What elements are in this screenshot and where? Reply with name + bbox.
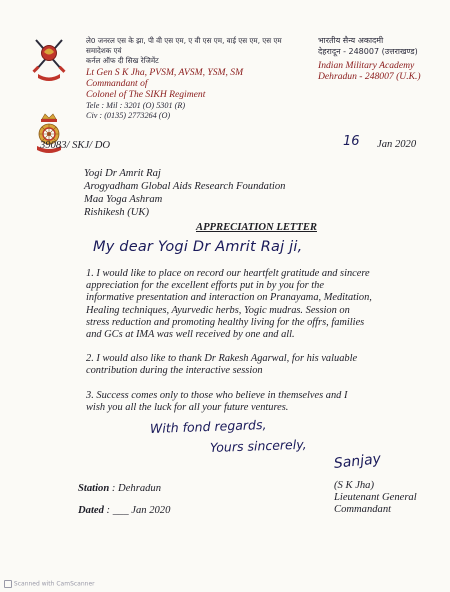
signatory-rank: Lieutenant General [334, 492, 417, 503]
paragraph-2-line: contribution during the interactive session [86, 365, 263, 377]
paragraph-3 [86, 390, 426, 414]
salutation-handwritten: My dear Yogi Dr Amrit Raj ji, [93, 239, 303, 255]
station-row [78, 483, 161, 496]
signature-handwritten: Sanjay [333, 451, 382, 472]
letter-title: APPRECIATION LETTER [196, 222, 317, 233]
letterhead-colonel: Colonel of The SIKH Regiment [86, 89, 206, 100]
paragraph-1-line: stress reduction and promoting healthy living for the offrs, families [86, 316, 365, 328]
signatory-appointment: Commandant [334, 504, 392, 515]
camscanner-icon [4, 580, 12, 588]
paragraph-1 [86, 268, 426, 341]
paragraph-1-line: Healing techniques, Ayurvedic herbs, Yogic mudras. Session on [86, 304, 350, 316]
dated-label: Dated [78, 505, 104, 516]
date-month-year: Jan 2020 [377, 139, 417, 150]
closing-sincerely-handwritten: Yours sincerely, [209, 436, 307, 455]
letterhead-hindi-colonel: कर्नल ऑफ दी सिख रेजिमेंट [86, 56, 159, 65]
scanner-watermark [4, 580, 95, 588]
letterhead-name: Lt Gen S K Jha, PVSM, AVSM, YSM, SM [86, 67, 244, 78]
letterhead-role: Commandant of [86, 78, 148, 89]
reference-number: 39083/ SKJ/ DO [40, 140, 111, 151]
paragraph-1-line: appreciation for the excellent efforts put in by you for the [86, 280, 324, 292]
closing-regards-handwritten: With fond regards, [149, 416, 267, 436]
addressee-ashram: Maa Yoga Ashram [84, 194, 163, 205]
paragraph-1-line: and GCs at IMA was well received by one and all. [86, 329, 295, 341]
army-crest-icon [30, 36, 68, 82]
paragraph-3-line: 3. Success comes only to those who believe in themselves and I [86, 390, 348, 401]
scanner-watermark-text: Scanned with CamScanner [13, 580, 95, 588]
letterhead-hindi-name: ले0 जनरल एस के झा, पी वी एस एम, ए वी एस एम, वाई एस एम, एस एम [86, 36, 282, 45]
letterhead-tel: Tele : Mil : 3201 (O) 5301 (R) [86, 101, 186, 110]
letterhead-right-city: Dehradun - 248007 (U.K.) [318, 71, 421, 82]
addressee-city: Rishikesh (UK) [84, 207, 150, 218]
letterhead-right-hindi-1: भारतीय सैन्य अकादमी [318, 36, 384, 45]
paragraph-3-line: wish you all the luck for all your future ventures. [86, 402, 289, 414]
signatory-name: (S K Jha) [334, 480, 375, 491]
letterhead-right-academy: Indian Military Academy [318, 60, 415, 71]
paragraph-1-line: informative presentation and interaction on Pranayama, Meditation, [86, 292, 372, 304]
letterhead-civ: Civ : (0135) 2773264 (O) [86, 111, 171, 120]
dated-value: : ___ Jan 2020 [106, 505, 171, 516]
date-day-handwritten: 16 [343, 134, 360, 149]
paragraph-2 [86, 353, 426, 377]
dated-row [78, 505, 170, 518]
addressee-org: Arogyadham Global Aids Research Foundation [84, 181, 286, 192]
paragraph-2-line: 2. I would also like to thank Dr Rakesh Agarwal, for his valuable [86, 353, 358, 364]
letterhead-right-hindi-2: देहरादून - 248007 (उत्तराखण्ड) [318, 47, 418, 56]
paragraph-1-line: 1. I would like to place on record our heartfelt gratitude and sincere [86, 268, 370, 279]
station-value: : Dehradun [111, 483, 162, 494]
addressee-name: Yogi Dr Amrit Raj [84, 168, 161, 179]
letterhead-hindi-role: समादेशक एवं [86, 46, 122, 55]
station-label: Station [78, 483, 110, 494]
